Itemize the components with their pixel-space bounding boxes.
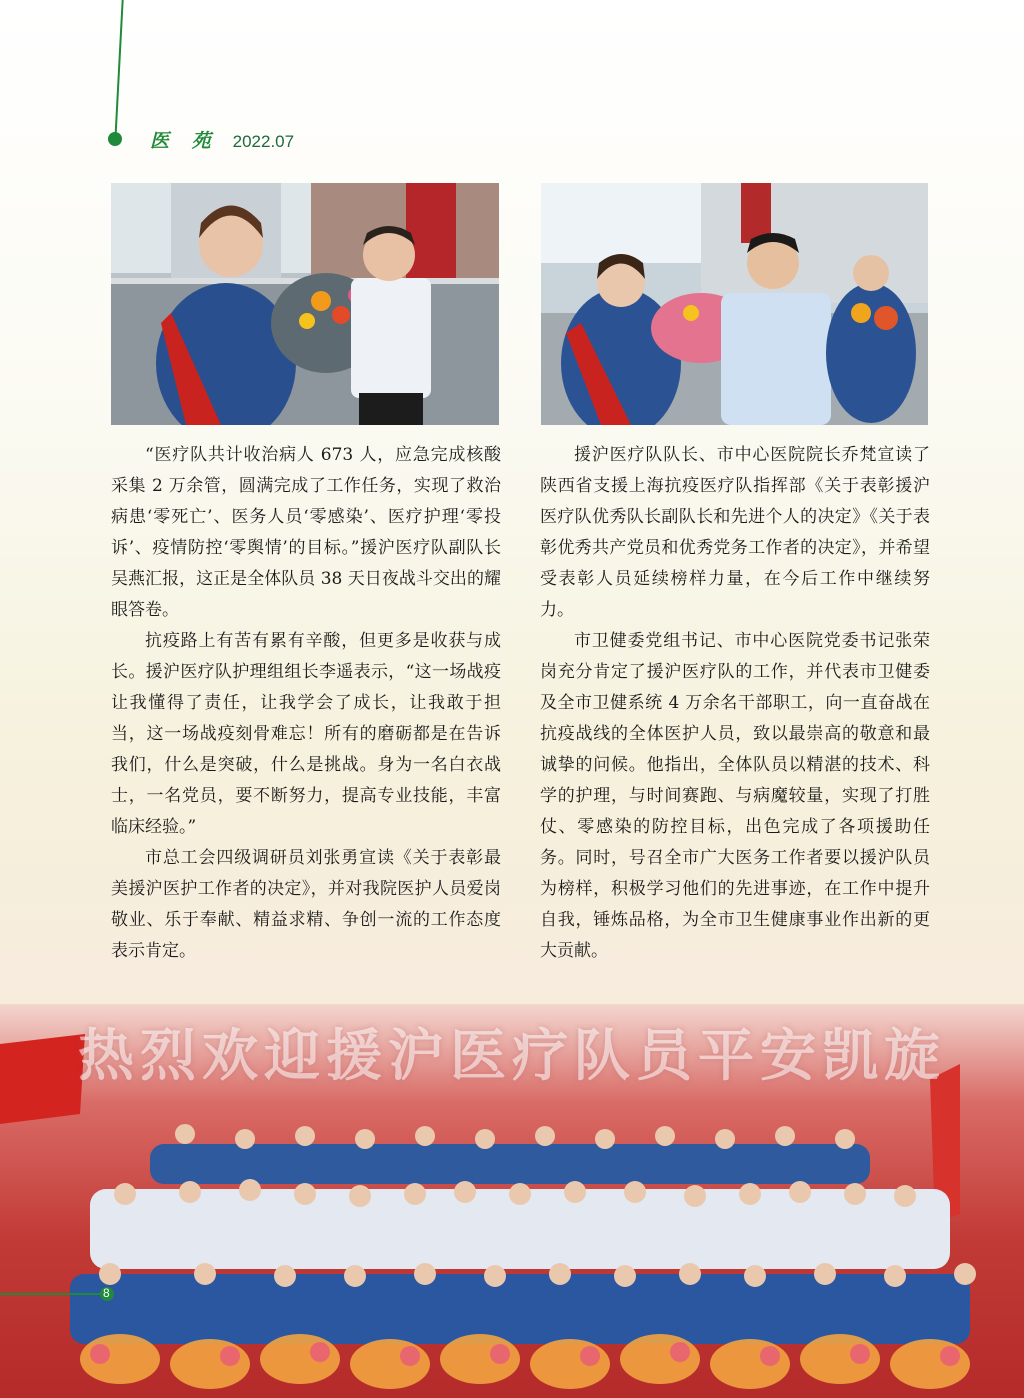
magazine-brand: 医 苑	[150, 130, 219, 152]
header-dot	[108, 132, 122, 146]
right-paragraph-2: 市卫健委党组书记、市中心医院党委书记张荣岗充分肯定了援沪医疗队的工作，并代表市卫健委及全市卫健系统 4 万余名干部职工，向一直奋战在抗疫战线的全体医护人员，致以最崇高的敬意和最诚挚的问候。他指出，全体队员以精湛的技术、科学的护理，与时间赛跑、与病魔较量，实现了打胜仗、零感染的防控目标，出色完成了各项援助任务。同时，号召全市广大医务工作者要以援沪队员为榜样，积极学习他们的先进事迹，在工作中提升自我，锤炼品格，为全市卫生健康事业作出新的更大贡献。	[540, 631, 930, 961]
right-paragraph-1: 援沪医疗队队长、市中心医院院长乔梵宣读了陕西省支援上海抗疫医疗队指挥部《关于表彰援沪医疗队优秀队长副队长和先进个人的决定》《关于表彰优秀共产党员和优秀党务工作者的决定》，并希望受表彰人员延续榜样力量，在今后工作中继续努力。	[540, 445, 930, 620]
page-number: 8	[103, 1286, 110, 1300]
left-article-column	[111, 440, 501, 967]
left-paragraph-1: “医疗队共计收治病人 673 人，应急完成核酸采集 2 万余管，圆满完成了工作任务，实现了救治病患‘零死亡’、医务人员‘零感染’、医疗护理‘零投诉’、疫情防控‘零舆情’的目标。”援沪医疗队副队长吴燕汇报，这正是全体队员 38 天日夜战斗交出的耀眼答卷。	[111, 445, 501, 620]
left-paragraph-3: 市总工会四级调研员刘张勇宣读《关于表彰最美援沪医护工作者的决定》，并对我院医护人员爱岗敬业、乐于奉献、精益求精、争创一流的工作态度表示肯定。	[111, 848, 501, 961]
left-paragraph-2: 抗疫路上有苦有累有辛酸，但更多是收获与成长。援沪医疗队护理组组长李遥表示，“这一场战疫让我懂得了责任，让我学会了成长，让我敢于担当，这一场战疫刻骨难忘！所有的磨砺都是在告诉我们，什么是突破，什么是挑战。身为一名白衣战士，一名党员，要不断努力，提高专业技能，丰富临床经验。”	[111, 631, 501, 837]
footer-rule	[0, 1293, 106, 1295]
handshake-photo	[541, 183, 928, 425]
group-photo	[0, 1004, 1024, 1398]
issue-date: 2022.07	[232, 132, 295, 151]
page-header	[150, 126, 294, 153]
right-article-column	[540, 440, 930, 967]
welcome-banner: 热烈欢迎援沪医疗队员平安凯旋	[78, 1023, 946, 1089]
flower-presentation-photo	[111, 183, 499, 425]
header-rule	[114, 0, 123, 140]
